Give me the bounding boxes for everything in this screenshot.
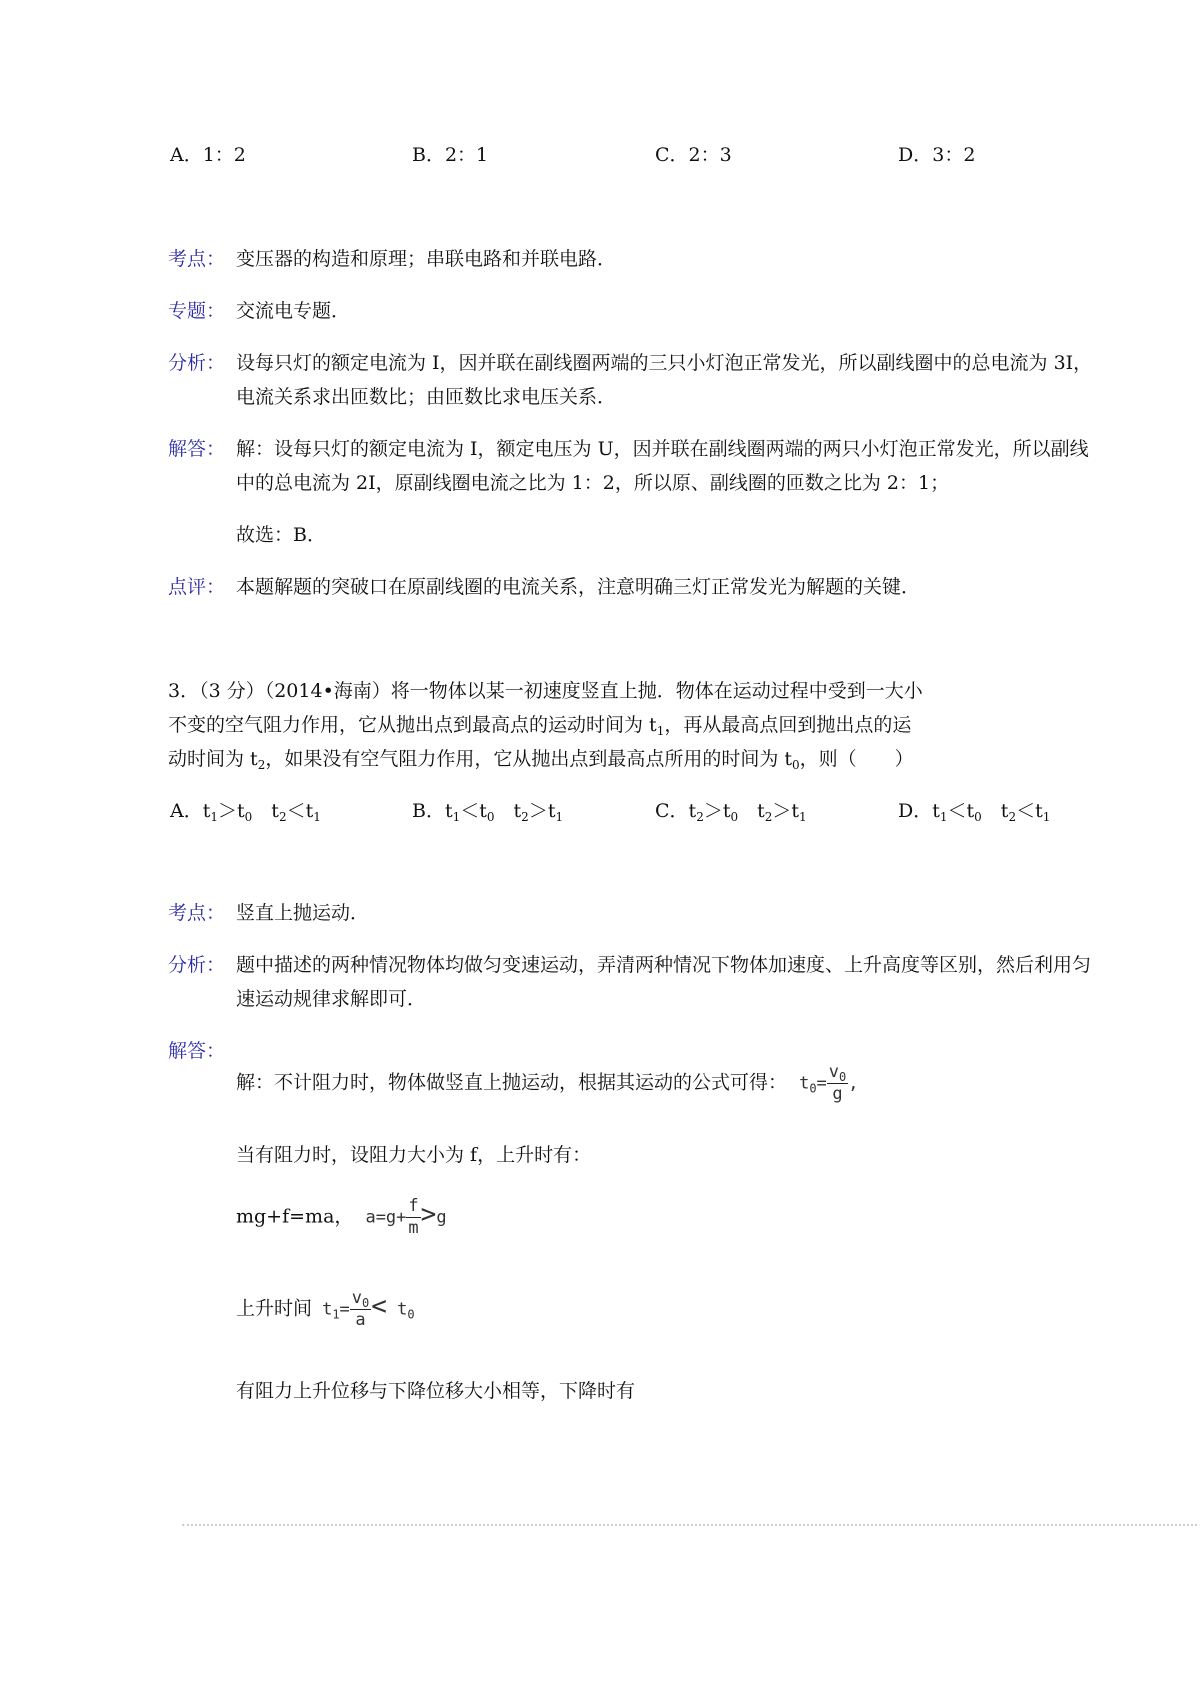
q3-solution-line1-text: 解：不计阻力时，物体做竖直上抛运动，根据其运动的公式可得： xyxy=(236,1071,788,1094)
q3-option-b-letter: B． xyxy=(412,800,445,822)
q3-option-a-letter: A． xyxy=(170,800,203,822)
q2-option-b: B．2：1 xyxy=(412,144,489,166)
q3-option-d-letter: D． xyxy=(898,800,933,822)
q2-jieda-line3: 故选：B． xyxy=(236,524,326,546)
q2-fenxi-line1: 设每只灯的额定电流为 I，因并联在副线圈两端的三只小灯泡正常发光，所以副线圈中的总电流为 3I， xyxy=(236,352,1093,374)
q3-stem-line2: 不变的空气阻力作用，它从抛出点到最高点的运动时间为 $t_1$，再从最高点回到抛出点的运 xyxy=(168,714,912,738)
q3-solution-line1 xyxy=(236,1064,859,1103)
q2-fenxi-line2: 电流关系求出匝数比；由匝数比求电压关系． xyxy=(236,386,617,408)
formula-t1: $t_1=$ $\frac{v_0}{a}$ < $t_0$ xyxy=(322,1288,415,1330)
q2-fenxi-label: 分析： xyxy=(168,352,226,374)
q3-option-c: C．$t_2>t_0$ $t_2>t_1$ xyxy=(655,800,807,824)
q3-stem-line3: 动时间为 $t_2$，如果没有空气阻力作用，它从抛出点到最高点所用的时间为 $t_0$，则（ ） xyxy=(168,748,914,772)
q2-option-c: C．2：3 xyxy=(655,144,732,166)
formula-acceleration: a=g+ $\frac{f}{m}$ >g xyxy=(365,1196,447,1238)
q2-zhuanti-text: 交流电专题． xyxy=(236,300,351,322)
q3-solution-line4 xyxy=(236,1290,415,1329)
q3-option-a: A．$t_1>t_0$ $t_2<t_1$ xyxy=(170,800,321,824)
page-divider xyxy=(182,1524,1197,1526)
q3-option-d: D．$t_1<t_0$ $t_2<t_1$ xyxy=(898,800,1051,824)
q3-stem-line3-c: ，则（ ） xyxy=(799,748,914,770)
q3-option-b: B．$t_1<t_0$ $t_2>t_1$ xyxy=(412,800,564,824)
q2-option-a: A．1：2 xyxy=(170,144,246,166)
q3-stem-line3-a: 动时间为 t xyxy=(168,748,258,770)
q3-solution-line2: 当有阻力时，设阻力大小为 f，上升时有： xyxy=(236,1144,592,1166)
q2-kaodian-label: 考点： xyxy=(168,248,226,270)
q3-fenxi-line2: 速运动规律求解即可． xyxy=(236,988,427,1010)
q3-option-c-letter: C． xyxy=(655,800,689,822)
q3-stem-line2-b: ，再从最高点回到抛出点的运 xyxy=(664,714,912,736)
q3-solution-line3 xyxy=(236,1198,447,1237)
q2-option-d: D．3：2 xyxy=(898,144,976,166)
q3-fenxi-line1: 题中描述的两种情况物体均做匀变速运动，弄清两种情况下物体加速度、上升高度等区别，然后利用匀 xyxy=(236,954,1092,976)
q3-kaodian-text: 竖直上抛运动． xyxy=(236,902,370,924)
q2-jieda-line1: 解：设每只灯的额定电流为 I，额定电压为 U，因并联在副线圈两端的两只小灯泡正常发光，所以副线 xyxy=(236,438,1089,460)
q3-solution-line5: 有阻力上升位移与下降位移大小相等，下降时有 xyxy=(236,1380,636,1402)
q2-zhuanti-label: 专题： xyxy=(168,300,226,322)
q3-stem-line2-a: 不变的空气阻力作用，它从抛出点到最高点的运动时间为 t xyxy=(168,714,657,736)
q3-fenxi-label: 分析： xyxy=(168,954,226,976)
q3-stem-line1: 3．（3 分）（2014•海南）将一物体以某一初速度竖直上抛．物体在运动过程中受到一大小 xyxy=(168,680,923,702)
q2-jieda-label: 解答： xyxy=(168,438,226,460)
q3-kaodian-label: 考点： xyxy=(168,902,226,924)
q3-stem-line3-b: ，如果没有空气阻力作用，它从抛出点到最高点所用的时间为 t xyxy=(265,748,793,770)
q3-solution-line3-text: mg+f=ma， xyxy=(236,1205,354,1228)
q3-jieda-label: 解答： xyxy=(168,1040,226,1062)
q2-jieda-line2: 中的总电流为 2I，原副线圈电流之比为 1：2，所以原、副线圈的匝数之比为 2：1； xyxy=(236,472,950,494)
q2-dianping-text: 本题解题的突破口在原副线圈的电流关系，注意明确三灯正常发光为解题的关键． xyxy=(236,576,921,598)
q2-dianping-label: 点评： xyxy=(168,576,226,598)
q2-kaodian-text: 变压器的构造和原理；串联电路和并联电路． xyxy=(236,248,617,270)
formula-t0: $t_0=$ $\frac{v_0}{g}$ , xyxy=(799,1062,859,1104)
q3-solution-line4-text: 上升时间 xyxy=(236,1297,313,1320)
